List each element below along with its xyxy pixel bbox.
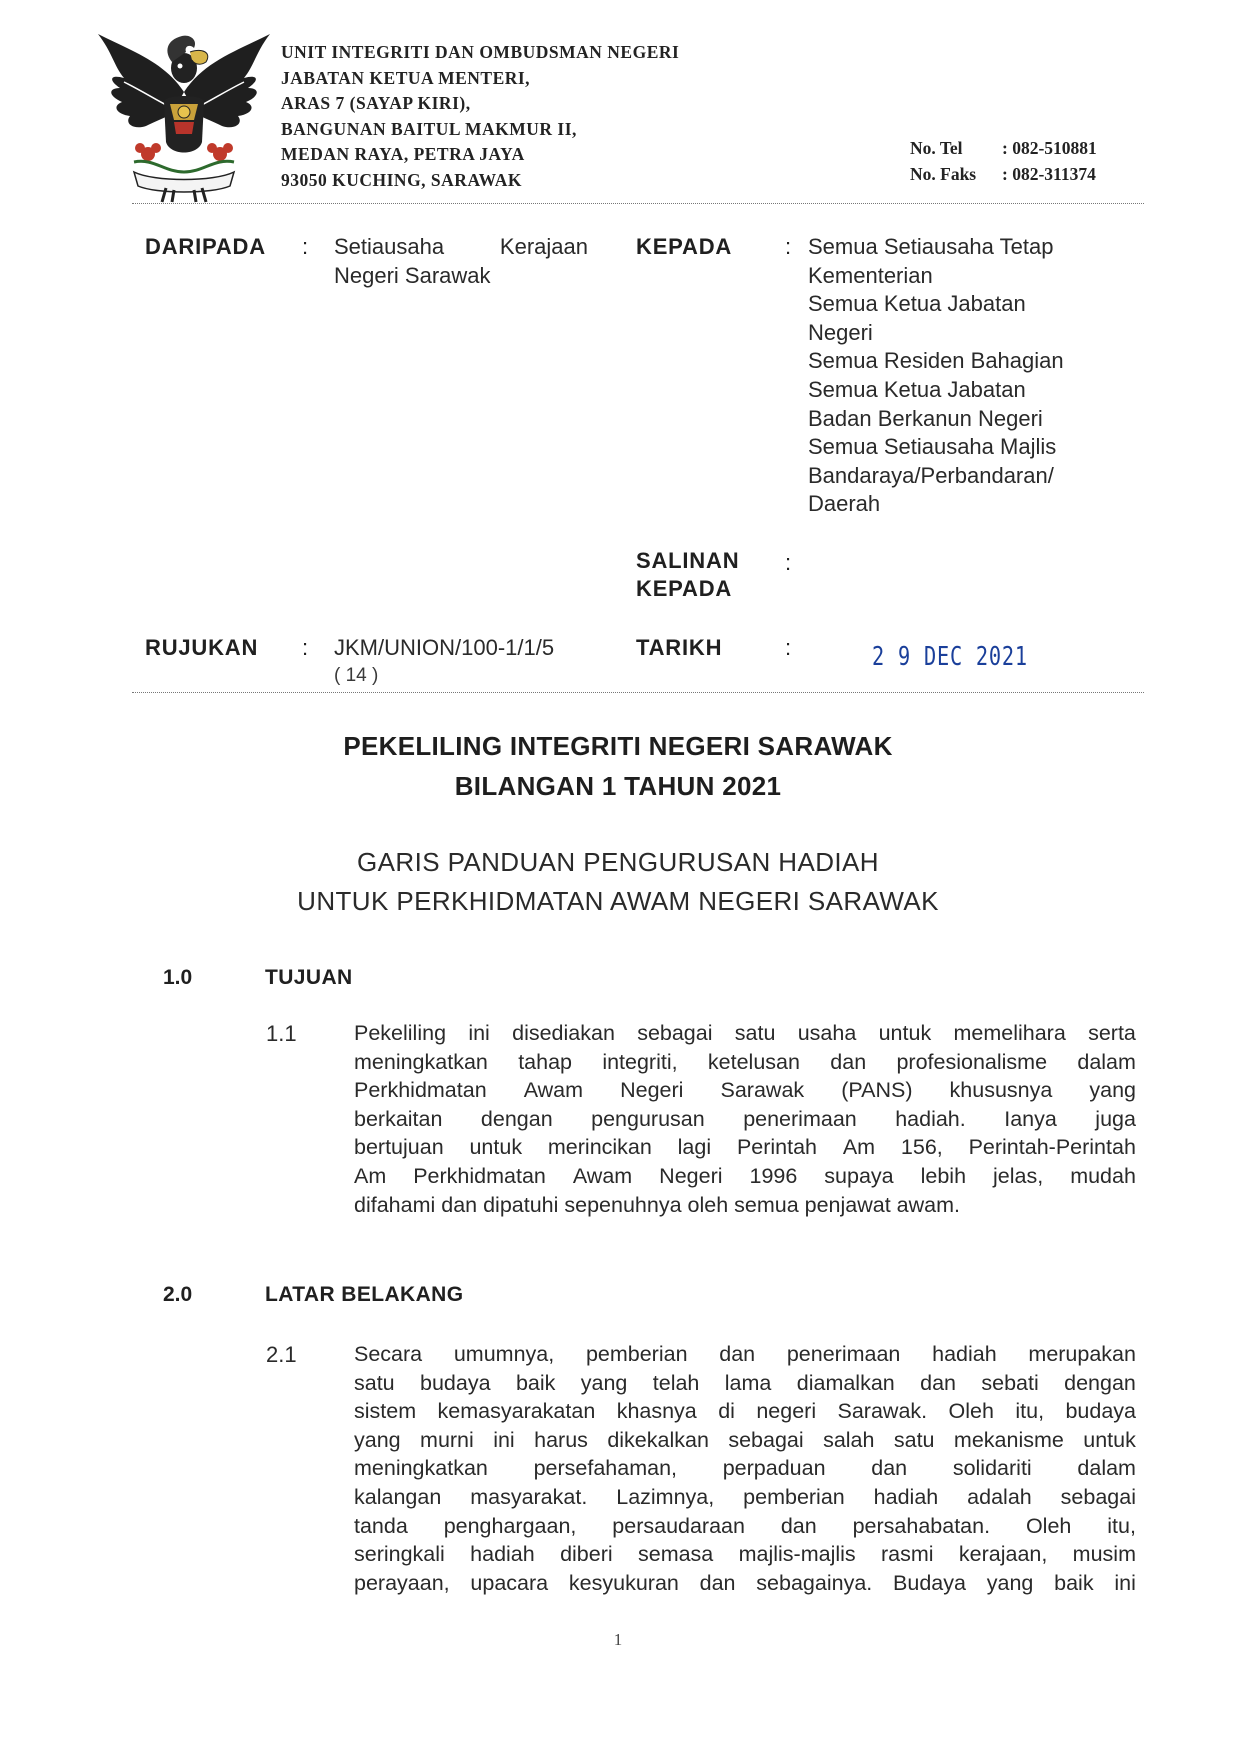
word: mekanisme — [953, 1427, 1064, 1452]
word: Awam — [523, 1078, 584, 1103]
word: Oleh — [948, 1399, 994, 1424]
recipient-line: Semua Setiausaha Tetap — [808, 234, 1054, 259]
word: ketelusan — [707, 1049, 800, 1074]
word: dan — [920, 1370, 956, 1395]
word: meningkatkan — [354, 1456, 488, 1481]
tel-label: No. Tel — [910, 138, 963, 158]
word: negeri — [756, 1399, 817, 1424]
word: satu — [734, 1021, 776, 1045]
paragraph-number: 1.1 — [266, 1021, 297, 1046]
word: untuk — [469, 1135, 523, 1160]
fax-label: No. Faks — [910, 163, 977, 184]
ref-value: JKM/UNION/100-1/1/5 — [334, 635, 555, 660]
circular-subtitle: UNTUK PERKHIDMATAN AWAM NEGERI SARAWAK — [297, 886, 939, 916]
word: kemasyarakatan — [437, 1399, 596, 1424]
word: sistem — [354, 1399, 417, 1424]
tel-value: : 082-510881 — [1002, 138, 1097, 158]
word: tanda — [354, 1513, 408, 1538]
word: sebati — [981, 1370, 1039, 1395]
word: masyarakat. — [470, 1484, 588, 1509]
from-word: Setiausaha — [334, 234, 445, 259]
cc-label — [636, 547, 739, 603]
circular-subtitle: GARIS PANDUAN PENGURUSAN HADIAH — [357, 847, 879, 877]
word: dalam — [1077, 1049, 1136, 1074]
circular-title: PEKELILING INTEGRITI NEGERI SARAWAK — [343, 731, 893, 761]
word: umumnya, — [453, 1342, 555, 1366]
office-address — [281, 40, 679, 193]
word: pemberian — [743, 1484, 845, 1509]
recipient-line: Semua Setiausaha Majlis — [808, 434, 1057, 460]
header-divider — [132, 203, 1144, 204]
word: memelihara — [953, 1021, 1066, 1045]
ref-handwritten-number: ( 14 ) — [334, 665, 379, 686]
word: dan — [699, 1570, 736, 1595]
word: merupakan — [1028, 1342, 1136, 1366]
word: profesionalisme — [896, 1049, 1048, 1074]
circular-number: BILANGAN 1 TAHUN 2021 — [454, 771, 782, 801]
word: ini — [493, 1427, 515, 1452]
word: mudah — [1070, 1163, 1136, 1188]
word: yang — [986, 1570, 1034, 1595]
office-line: UNIT INTEGRITI DAN OMBUDSMAN NEGERI — [281, 42, 680, 62]
word: Ianya — [1004, 1106, 1057, 1131]
word: berkaitan — [354, 1106, 443, 1131]
word: lagi — [677, 1135, 712, 1160]
word: dan — [719, 1342, 756, 1366]
cc-colon: : — [785, 550, 792, 575]
word: baik — [1054, 1570, 1094, 1595]
date-label: TARIKH — [636, 635, 723, 660]
section-number: 1.0 — [163, 966, 193, 989]
word: sebagai — [1060, 1484, 1136, 1509]
word: ini — [468, 1021, 490, 1045]
office-line: ARAS 7 (SAYAP KIRI), — [281, 93, 471, 113]
word: perayaan, — [354, 1570, 450, 1595]
word: meningkatkan — [354, 1049, 488, 1074]
word: Secara — [354, 1342, 423, 1366]
paragraph-2-1 — [354, 1340, 1136, 1597]
word: serta — [1088, 1021, 1136, 1045]
section-heading: LATAR BELAKANG — [265, 1283, 464, 1306]
office-line: JABATAN KETUA MENTERI, — [281, 67, 531, 88]
ref-label: RUJUKAN — [145, 635, 259, 660]
word: lebih — [920, 1163, 967, 1188]
word: pemberian — [585, 1342, 688, 1366]
word: 156, — [900, 1135, 943, 1160]
word: (PANS) — [841, 1078, 913, 1103]
page-number: 1 — [613, 1630, 623, 1649]
recipient-line: Badan Berkanun Negeri — [808, 405, 1043, 431]
word: budaya — [1065, 1399, 1136, 1424]
word: kesyukuran — [568, 1570, 679, 1595]
word: majlis-majlis — [738, 1542, 856, 1567]
section-number: 2.0 — [163, 1283, 193, 1306]
word: hadiah — [873, 1484, 939, 1509]
recipient-line: Semua Ketua Jabatan — [808, 291, 1026, 317]
word: Pekeliling — [354, 1021, 447, 1045]
word: penghargaan, — [443, 1513, 577, 1538]
word: salah — [823, 1427, 875, 1452]
word: integriti, — [602, 1049, 678, 1074]
word: musim — [1072, 1542, 1136, 1567]
word: penerimaan — [743, 1106, 857, 1131]
recipient-line: Kementerian — [808, 262, 933, 288]
word: pengurusan — [591, 1106, 705, 1131]
word: usaha — [797, 1021, 857, 1045]
word: satu — [893, 1427, 935, 1452]
word: dan — [830, 1049, 867, 1074]
ref-colon: : — [302, 635, 309, 660]
word: ini — [1114, 1570, 1136, 1595]
word: tahap — [518, 1049, 572, 1074]
to-label: KEPADA — [636, 234, 733, 259]
word: untuk — [1083, 1427, 1136, 1452]
word: sebagai — [728, 1427, 804, 1452]
word: Am — [842, 1135, 876, 1160]
word: dan — [871, 1456, 908, 1481]
word: murni — [420, 1427, 474, 1452]
word: khususnya — [949, 1078, 1053, 1103]
recipient-line: Negeri — [808, 319, 873, 345]
word: solidariti — [952, 1456, 1032, 1481]
from-line: Negeri Sarawak — [334, 262, 491, 288]
word: harus — [534, 1427, 588, 1452]
word: upacara — [470, 1570, 549, 1595]
word: merincikan — [547, 1135, 652, 1160]
word: Perkhidmatan — [413, 1163, 546, 1188]
word: khasnya — [616, 1399, 697, 1424]
word: Perintah — [736, 1135, 818, 1160]
word: dengan — [480, 1106, 553, 1131]
word: yang — [580, 1370, 628, 1395]
word: rasmi — [881, 1542, 934, 1567]
word: itu, — [1107, 1513, 1136, 1538]
sarawak-state-crest-icon — [94, 22, 274, 204]
word: dikekalkan — [607, 1427, 709, 1452]
word: diberi — [560, 1542, 613, 1567]
to-recipients — [808, 233, 1064, 519]
word: Am — [354, 1163, 387, 1188]
word: satu — [354, 1370, 395, 1395]
word: Awam — [572, 1163, 633, 1188]
from-colon: : — [302, 234, 309, 259]
word: budaya — [420, 1370, 491, 1395]
word: Sarawak — [720, 1078, 805, 1103]
word: Perkhidmatan — [354, 1078, 487, 1103]
office-line: MEDAN RAYA, PETRA JAYA — [281, 144, 525, 164]
word: seringkali — [354, 1542, 445, 1567]
word: yang — [1089, 1078, 1136, 1103]
word: penerimaan — [786, 1342, 901, 1366]
word: Oleh — [1025, 1513, 1072, 1538]
fields-divider — [132, 692, 1144, 693]
date-colon: : — [785, 635, 792, 660]
office-line: BANGUNAN BAITUL MAKMUR II, — [281, 118, 577, 139]
word: hadiah — [932, 1342, 997, 1366]
word: itu, — [1015, 1399, 1045, 1424]
word: baik — [515, 1370, 556, 1395]
word: perpaduan — [722, 1456, 826, 1481]
word: semasa — [637, 1542, 714, 1567]
recipient-line: Semua Residen Bahagian — [808, 348, 1064, 374]
word: supaya — [824, 1163, 894, 1188]
word: kerajaan, — [958, 1542, 1048, 1567]
word: persahabatan. — [852, 1513, 991, 1538]
word: difahami dan dipatuhi sepenuhnya oleh semua penjawat awam. — [354, 1192, 960, 1217]
fax-value: : 082-311374 — [1002, 163, 1096, 184]
date-stamp: 2 9 DEC 2021 — [872, 642, 1028, 672]
word: juga — [1095, 1106, 1136, 1131]
word: yang — [354, 1427, 401, 1452]
word: persaudaraan — [612, 1513, 745, 1538]
word: disediakan — [512, 1021, 615, 1045]
cc-label-line: SALINAN — [636, 548, 740, 573]
word: sebagai — [637, 1021, 713, 1045]
cc-label-line: KEPADA — [636, 576, 733, 601]
word: jelas, — [993, 1163, 1044, 1188]
from-word: Kerajaan — [499, 234, 588, 259]
recipient-line: Bandaraya/Perbandaran/ — [808, 462, 1054, 488]
word: lama — [724, 1370, 772, 1395]
word: bertujuan — [354, 1135, 444, 1160]
word: di — [718, 1399, 735, 1424]
word: 1996 — [749, 1163, 798, 1188]
word: Negeri — [620, 1078, 684, 1103]
word: Negeri — [659, 1163, 723, 1188]
word: dengan — [1064, 1370, 1136, 1395]
word: dalam — [1077, 1456, 1136, 1481]
paragraph-1-1 — [354, 1019, 1136, 1219]
from-value — [334, 233, 588, 290]
contact-info — [910, 136, 1097, 187]
from-label: DARIPADA — [145, 234, 266, 259]
word: Budaya — [893, 1570, 966, 1595]
word: kalangan — [354, 1484, 442, 1509]
word: dan — [780, 1513, 817, 1538]
word: Perintah-Perintah — [968, 1135, 1136, 1160]
word: hadiah. — [895, 1106, 966, 1131]
word: diamalkan — [796, 1370, 895, 1395]
word: Lazimnya, — [616, 1484, 715, 1509]
word: sebagainya. — [756, 1570, 873, 1595]
to-colon: : — [785, 234, 792, 259]
word: persefahaman, — [533, 1456, 678, 1481]
recipient-line: Semua Ketua Jabatan — [808, 376, 1026, 402]
paragraph-number: 2.1 — [266, 1342, 297, 1367]
recipient-line: Daerah — [808, 491, 881, 517]
word: adalah — [967, 1484, 1032, 1509]
word: hadiah — [470, 1542, 535, 1567]
word: Sarawak. — [837, 1399, 928, 1424]
section-heading: TUJUAN — [265, 966, 353, 989]
word: telah — [652, 1370, 700, 1395]
office-line: 93050 KUCHING, SARAWAK — [281, 169, 522, 190]
word: untuk — [878, 1021, 932, 1045]
